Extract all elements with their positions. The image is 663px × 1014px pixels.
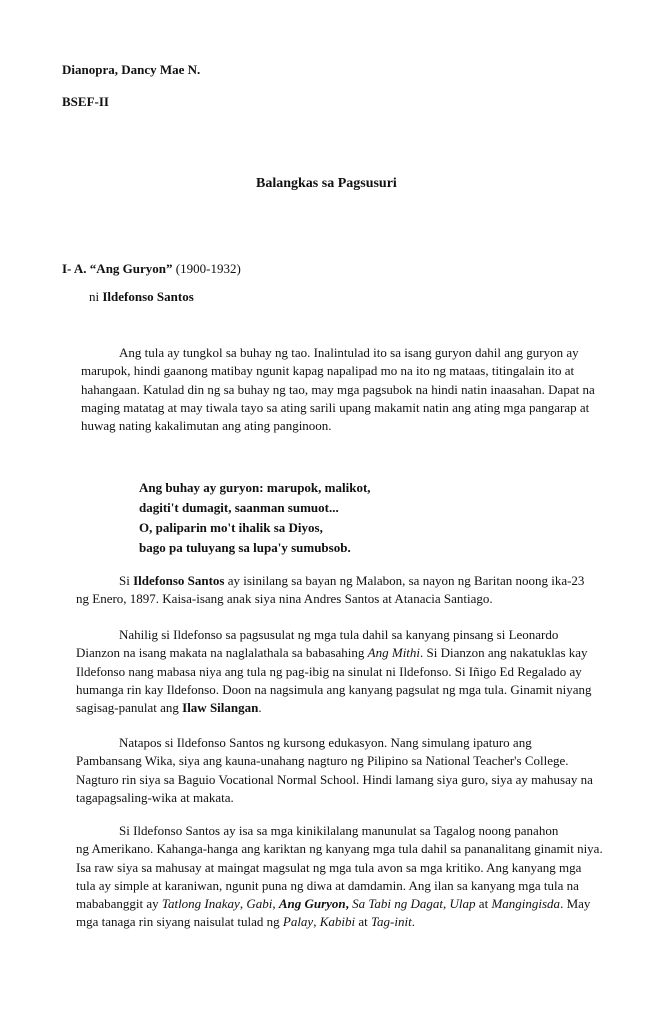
summary-line: maging matatag at may tiwala tayo sa ating sarili upang makamit natin ang ating mga pangarap at	[81, 399, 590, 415]
bio-p1-line2: ng Enero, 1897. Kaisa-isang anak siya nina Andres Santos at Atanacia Santiago.	[76, 591, 493, 607]
bio-p2-line3: Ildefonso nang mabasa niya ang tula ng pag-ibig na sinulat ni Ildefonso. Si Iñigo Ed Regalado ay	[76, 663, 582, 679]
summary-paragraph	[81, 344, 595, 435]
bio-p4-line1: Si Ildefonso Santos ay isa sa mga kinikilalang manunulat sa Tagalog noong panahon	[119, 823, 559, 838]
byline-prefix: ni	[89, 289, 100, 304]
bio-p3-line: Nagturo rin siya sa Baguio Vocational Normal School. Hindi lamang siya guro, siya ay mahusay na	[76, 771, 593, 787]
work-title: Mangingisda	[491, 896, 561, 912]
bio-paragraph-4	[76, 822, 603, 932]
bio-p4-line5: mababanggit ay Tatlong Inakay, Gabi, Ang Guryon, Sa Tabi ng Dagat, Ulap at Mangingisda. May	[76, 896, 591, 912]
bio-p2-line4: humanga rin kay Ildefonso. Doon na nagsimula ang kanyang pagsulat ng mga tula. Ginamit niyang	[76, 681, 592, 697]
course-label: BSEF-II	[62, 94, 109, 109]
bio-p3-line: tagapagsaling-wika at makata.	[76, 789, 234, 805]
bio-p1-line1: Si Ildefonso Santos ay isinilang sa bayan ng Malabon, sa nayon ng Baritan noong ika-23	[119, 573, 585, 588]
bio-p4-line2: ng Amerikano. Kahanga-hanga ang kariktan ng kanyang mga tula dahil sa pananalitang ginamit niya.	[76, 841, 603, 857]
bio-p2-line1: Nahilig si Ildefonso sa pagsusulat ng mga tula dahil sa kanyang pinsang si Leonardo	[119, 627, 559, 642]
bio-paragraph-3	[76, 734, 593, 807]
summary-line: marupok, hindi gaanong matibay ngunit kapag napalipad mo na ito ng mataas, titingalain ito at	[81, 363, 575, 379]
bio-p2-line2: Dianzon na isang makata na naglalathala sa babasahing Ang Mithi. Si Dianzon ang nakatuklas kay	[76, 645, 588, 661]
byline	[89, 289, 194, 305]
publication-title: Ang Mithi	[367, 645, 421, 661]
poem-excerpt	[139, 478, 371, 558]
tanaga-title: Palay	[282, 914, 314, 930]
poem-title: I- A. “Ang Guryon”	[62, 261, 173, 276]
work-title: Gabi	[246, 896, 273, 912]
poem-line: dagiti't dumagit, saanman sumuot...	[139, 500, 339, 515]
poem-line: O, paliparin mo't ihalik sa Diyos,	[139, 520, 323, 535]
bio-paragraph-2	[76, 626, 592, 717]
poem-years: (1900-1932)	[175, 261, 241, 276]
section-heading	[62, 261, 241, 277]
tanaga-title: Tag-init	[371, 914, 412, 930]
byline-author: Ildefonso Santos	[102, 289, 194, 304]
bio-p3-line: Pambansang Wika, siya ang kauna-unahang nagturo ng Pilipino sa National Teacher's College.	[76, 753, 569, 769]
summary-line: Ang tula ay tungkol sa buhay ng tao. Inalintulad ito sa isang guryon dahil ang guryon ay	[119, 345, 579, 360]
pen-name: Ilaw Silangan	[182, 700, 259, 716]
bio-author-name: Ildefonso Santos	[133, 573, 225, 588]
bio-p4-line3: Isa raw siya sa mahusay at maingat magsulat ng mga tula avon sa mga kritiko. Ang kanyang mga	[76, 859, 582, 875]
bio-p2-line5: sagisag-panulat ang Ilaw Silangan.	[76, 700, 262, 716]
summary-line: hahangaan. Katulad din ng sa buhay ng tao, may mga pagsubok na hindi natin inaasahan. Dapat na	[81, 381, 595, 397]
work-title: Sa Tabi ng Dagat	[352, 896, 444, 912]
page-title: Balangkas sa Pagsusuri	[256, 176, 397, 191]
bio-p4-line6: mga tanaga rin siyang naisulat tulad ng Palay, Kabibi at Tag-init.	[76, 914, 415, 930]
work-title: Ulap	[449, 896, 476, 912]
summary-line: huwag nating kakalimutan ang ating panginoon.	[81, 418, 332, 434]
bio-p3-line: Natapos si Ildefonso Santos ng kursong edukasyon. Nang simulang ipaturo ang	[119, 735, 532, 750]
work-title: Tatlong Inakay	[161, 896, 240, 912]
bio-paragraph-1	[76, 572, 584, 609]
work-title-featured: Ang Guryon	[278, 896, 346, 912]
tanaga-title: Kabibi	[319, 914, 356, 930]
bio-p4-line4: tula ay simple at karaniwan, ngunit puna ng diwa at damdamin. Ang ilan sa kanyang mga tula na	[76, 877, 579, 893]
poem-line: Ang buhay ay guryon: marupok, malikot,	[139, 480, 371, 495]
author-name: Dianopra, Dancy Mae N.	[62, 62, 201, 77]
poem-line: bago pa tuluyang sa lupa'y sumubsob.	[139, 540, 351, 555]
